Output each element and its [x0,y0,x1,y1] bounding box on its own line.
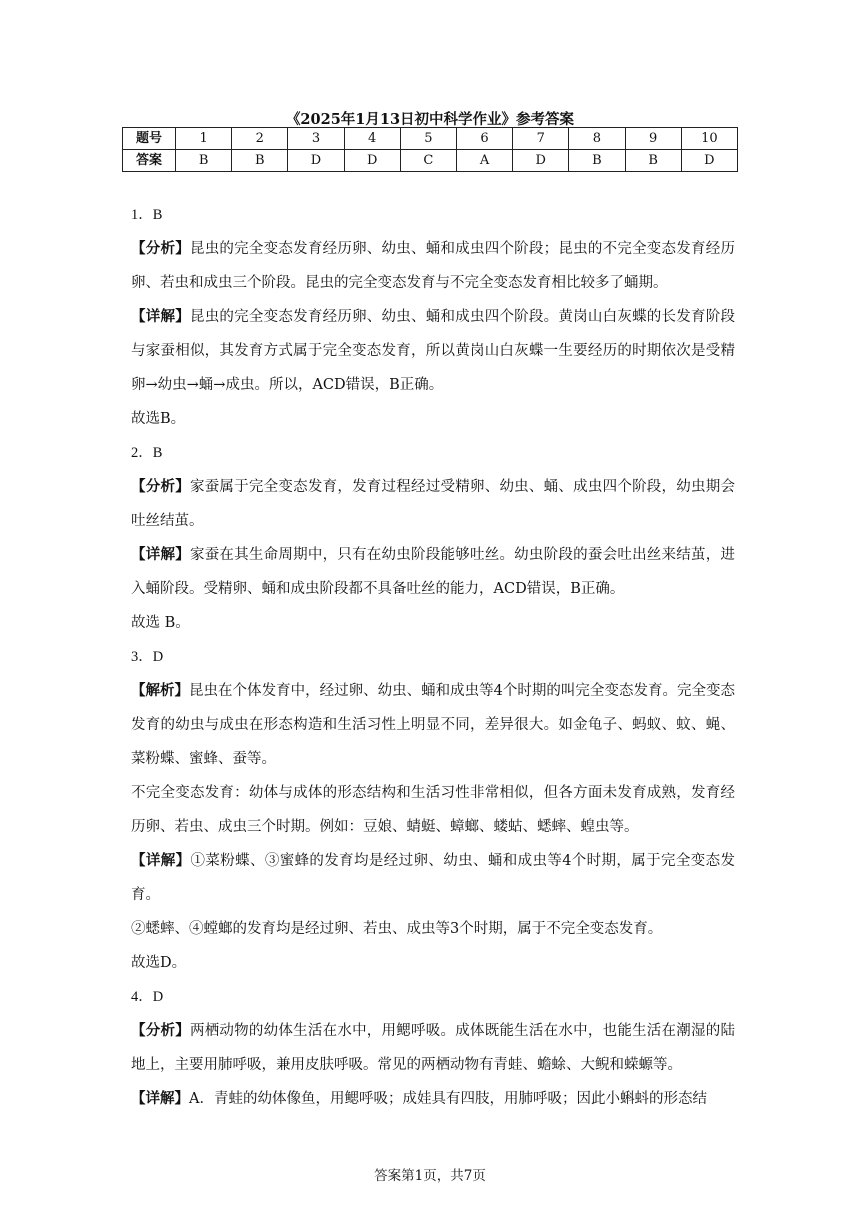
paragraph-text: 故选 B。 [131,615,190,631]
section-tag: 【分析】 [131,478,190,495]
answer-table-number-row [123,128,738,150]
explanation-paragraph [131,674,735,776]
answer-cell: B [232,150,288,172]
row-header-question-number: 题号 [123,128,176,150]
question-number-cell: 5 [400,128,456,150]
paragraph-text: A．青蛙的幼体像鱼，用鳃呼吸；成娃具有四肢，用肺呼吸；因此小蝌蚪的形态结 [189,1091,707,1107]
paragraph-text: 家蚕属于完全变态发育，发育过程经过受精卵、幼虫、蛹、成虫四个阶段，幼虫期会吐丝结茧。 [131,479,735,529]
section-tag: 【详解】 [131,1090,189,1107]
question-number-cell: 2 [232,128,288,150]
explanation-paragraph [131,232,735,300]
answer-table-answer-row [123,150,738,172]
answer-cell: D [288,150,344,172]
question-number-cell: 6 [456,128,512,150]
question-answer-heading: 1．B [131,207,163,223]
paragraph-text: 故选B。 [131,411,186,427]
question-answer-heading: 3．D [131,649,164,665]
paragraph-text: 故选D。 [131,955,187,971]
explanation-paragraph [131,1082,735,1116]
explanation-paragraph [131,300,735,402]
conclusion-line [131,776,735,844]
page-title: 《2025年1月13日初中科学作业》参考答案 [285,111,575,128]
answer-table [122,127,738,172]
question-answer-heading: 2．B [131,445,163,461]
answer-cell: D [681,150,737,172]
conclusion-line [131,946,735,980]
question-answer-heading: 4．D [131,989,164,1005]
paragraph-text: 不完全变态发育：幼体与成体的形态结构和生活习性非常相似，但各方面未发育成熟，发育经历卵、若虫、成虫三个时期。例如：豆娘、蜻蜓、蟑螂、蝼蛄、蟋蟀、蝗虫等。 [131,785,735,835]
explanation-paragraph [131,1014,735,1082]
section-tag: 【详解】 [131,546,190,563]
paragraph-text: 昆虫的完全变态发育经历卵、幼虫、蛹和成虫四个阶段；昆虫的不完全变态发育经历卵、若虫和成虫三个阶段。昆虫的完全变态发育与不完全变态发育相比较多了蛹期。 [131,241,735,291]
paragraph-text: ①菜粉蝶、③蜜蜂的发育均是经过卵、幼虫、蛹和成虫等4个时期，属于完全变态发育。 [131,853,735,903]
paragraph-text: 昆虫在个体发育中，经过卵、幼虫、蛹和成虫等4个时期的叫完全变态发育。完全变态发育的幼虫与成虫在形态构造和生活习性上明显不同，差异很大。如金龟子、蚂蚁、蚊、蝇、菜粉蝶、蜜蜂、蚕等。 [131,683,735,767]
question-number-cell: 4 [344,128,400,150]
section-tag: 【详解】 [131,308,190,325]
section-tag: 【解析】 [131,682,190,699]
conclusion-line [131,606,735,640]
paragraph-text: 昆虫的完全变态发育经历卵、幼虫、蛹和成虫四个阶段。黄岗山白灰蝶的长发育阶段与家蚕相似，其发育方式属于完全变态发育，所以黄岗山白灰蝶一生要经历的时期依次是受精卵→幼虫→蛹→成虫。所以，ACD错误，B正确。 [131,309,735,393]
answer-cell: B [569,150,625,172]
answer-cell: C [400,150,456,172]
question-number-cell: 7 [513,128,569,150]
answer-cell: D [513,150,569,172]
question-number-cell: 9 [625,128,681,150]
question-number-cell: 1 [176,128,232,150]
conclusion-line [131,402,735,436]
paragraph-text: 家蚕在其生命周期中，只有在幼虫阶段能够吐丝。幼虫阶段的蚕会吐出丝来结茧，进入蛹阶段。受精卵、蛹和成虫阶段都不具备吐丝的能力，ACD错误，B正确。 [131,547,735,597]
question-number-cell: 8 [569,128,625,150]
explanation-paragraph [131,844,735,912]
section-tag: 【详解】 [131,852,191,869]
paragraph-text: ②蟋蟀、④螳螂的发育均是经过卵、若虫、成虫等3个时期，属于不完全变态发育。 [131,921,663,937]
answer-cell: D [344,150,400,172]
page-footer: 答案第1页，共7页 [374,1168,486,1184]
section-tag: 【分析】 [131,1022,190,1039]
section-tag: 【分析】 [131,240,190,257]
answer-cell: B [625,150,681,172]
answer-cell: A [456,150,512,172]
answer-cell: B [176,150,232,172]
explanation-paragraph [131,538,735,606]
paragraph-text: 两栖动物的幼体生活在水中，用鳃呼吸。成体既能生活在水中，也能生活在潮湿的陆地上，主要用肺呼吸，兼用皮肤呼吸。常见的两栖动物有青蛙、蟾蜍、大鲵和蝾螈等。 [131,1023,735,1073]
question-number-cell: 10 [681,128,737,150]
explanation-paragraph [131,470,735,538]
question-number-cell: 3 [288,128,344,150]
conclusion-line [131,912,735,946]
row-header-answer: 答案 [123,150,176,172]
answer-explanations [131,198,735,1116]
